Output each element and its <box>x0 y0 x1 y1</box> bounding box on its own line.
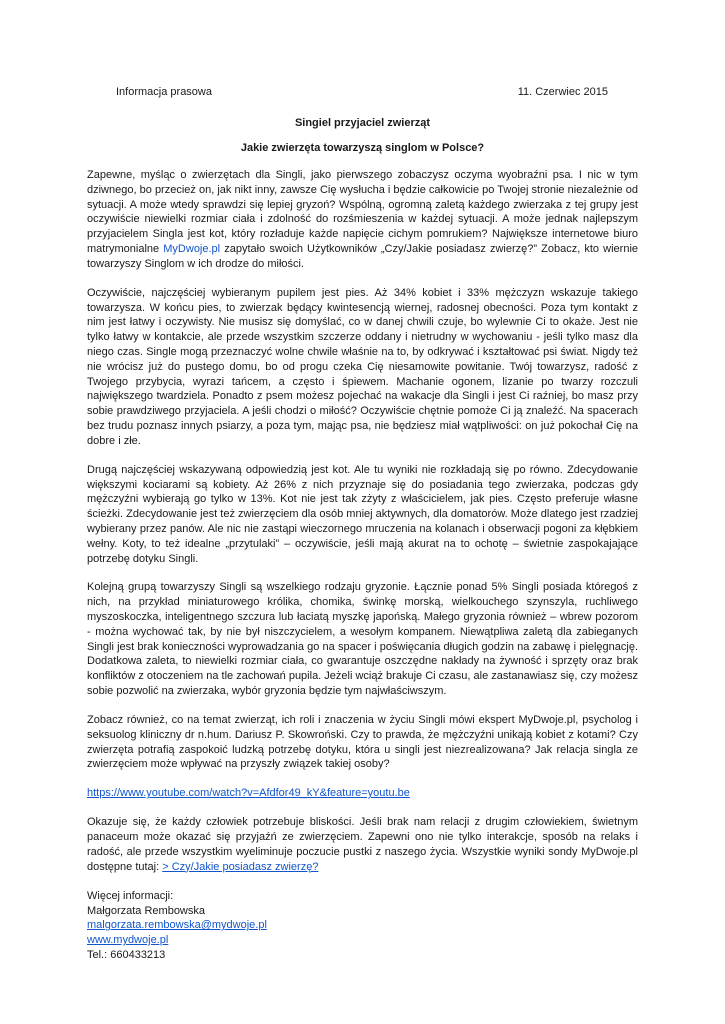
youtube-link-paragraph <box>87 786 638 801</box>
brand-name: MyDwoje.pl <box>163 242 221 255</box>
contact-phone: Tel.: 660433213 <box>87 948 166 961</box>
paragraph-cats: Drugą najczęściej wskazywaną odpowiedzią jest kot. Ale tu wyniki nie rozkładają się po równo. Zdecydowanie większymi kociarami są kobiety. Aż 26% z nich przyznaje się do posiadania tego zwierzaka, podczas gdy mężczyźni wybierają go tylko w 13%. Kot nie jest tak zżyty z właścicielem, jak pies. Często preferuje własne ścieżki. Zdecydowanie jest też zwierzęciem dla osób mniej aktywnych, dla domatorów. Może dlatego jest rzadziej wybierany przez panów. Ale nic nie zastąpi wieczornego mruczenia na kolanach i obserwacji pogoni za kłębkiem wełny. Koty, to też idealne „przytulaki” – oczywiście, jeśli mają akurat na to ochotę – świetnie zaspokajające potrzebę dotyku Singli. <box>87 463 638 565</box>
article-body <box>87 168 638 963</box>
paragraph-summary: Okazuje się, że każdy człowiek potrzebuje bliskości. Jeśli brak nam relacji z drugim człowiekiem, świetnym panaceum może okazać się przyjaźń ze zwierzęciem. Zapewni ono nie tylko interakcje, sposób na relaks i radość, ale przede wszystkim wyeliminuje poczucie pustki z naszego życia. Wszystkie wyniki sondy MyDwoje.pl dostępne tutaj: > Czy/Jakie posiadasz zwierzę? <box>87 816 638 873</box>
paragraph-intro: Zapewne, myśląc o zwierzętach dla Singli, jako pierwszego zobaczysz oczyma wyobraźni psa. I nic w tym dziwnego, bo przecież on, jak nikt inny, zawsze Cię wysłucha i będzie całkowicie po Twojej stronie niezależnie od sytuacji. A może wtedy sprawdzi się lepiej gryzoń? Wspólną, ogromną zaletą każdego zwierzaka z tej grupy jest oczywiście niewielki rozmiar ciała i zdolność do rozśmieszenia w każdej sytuacji. A może jednak najlepszym przyjacielem Singla jest kot, który rozładuje każde napięcie cichym pomrukiem? Największe internetowe biuro matrymonialne MyDwoje.pl zapytało swoich Użytkowników „Czy/Jakie posiadasz zwierzę?” Zobacz, kto wiernie towarzyszy Singlom w ich drodze do miłości. <box>87 169 639 270</box>
contact-heading: Więcej informacji: <box>87 889 174 902</box>
contact-email-link[interactable]: malgorzata.rembowska@mydwoje.pl <box>87 919 267 932</box>
paragraph-expert: Zobacz również, co na temat zwierząt, ich roli i znaczenia w życiu Singli mówi ekspert MyDwoje.pl, psycholog i seksuolog kliniczny dr n.hum. Dariusz P. Skowroński. Czy to prawda, że mężczyźni unikają kobiet z kotami? Czy zwierzęta potrafią zaspokoić ludzką potrzebę dotyku, która u singli jest niezrealizowana? Jak relacja singla ze zwierzęciem może wpływać na przyszły związek takiej osoby? <box>87 714 638 771</box>
survey-results-link[interactable]: > Czy/Jakie posiadasz zwierzę? <box>162 860 319 873</box>
paragraph-rodents: Kolejną grupą towarzyszy Singli są wszelkiego rodzaju gryzonie. Łącznie ponad 5% Singli posiada któregoś z nich, na przykład miniaturowego królika, chomika, świnkę morską, wielkouchego szynszyla, ruchliwego myszoskoczka, inteligentnego szczura lub łaciatą myszkę japońską. Małego gryzonia również – wbrew pozorom - można wychować tak, by nie był niszczycielem, a wesołym kompanem. Niewątpliwa zaletą dla zabieganych Singli jest brak konieczności wyprowadzania go na spacer i poświęcania długich godzin na zabawę i pielęgnację. Dodatkowa zaleta, to niewielki rozmiar ciała, co gwarantuje oszczędne nakłady na żywność i sprzęty oraz brak konfliktów z otoczeniem na tle zachowań pupila. Jeżeli wciąż brakuje Ci czasu, ale zastanawiasz się, czy możesz sobie pozwolić na zwierzaka, wybór gryzonia będzie tym najwłaściwszym. <box>87 581 638 698</box>
contact-info <box>87 889 638 963</box>
document-type-label: Informacja prasowa <box>116 86 212 98</box>
website-link[interactable]: www.mydwoje.pl <box>87 934 169 947</box>
contact-name: Małgorzata Rembowska <box>87 904 205 917</box>
page-subtitle: Jakie zwierzęta towarzyszą singlom w Polsce? <box>240 142 485 154</box>
paragraph-dogs: Oczywiście, najczęściej wybieranym pupilem jest pies. Aż 34% kobiet i 33% mężczyzn wskazuje takiego towarzysza. W końcu pies, to zwierzak będący kwintesencją wiernej, radosnej obecności. Poza tym kontakt z nim jest łatwy i oczywisty. Nie musisz się domyślać, co w danej chwili czuje, bo wylewnie Ci to okaże. Jest nie tylko łatwy w kontakcie, ale przede wszystkim szczerze oddany i nietrudny w wychowaniu - jeśli tylko masz dla niego czas. Single mogą przeznaczyć wolne chwile właśnie na to, by odkrywać i kształtować psi świat. Nigdy też nie wrócisz już do pustego domu, bo od progu czeka Cię niesamowite powitanie. Twój towarzysz, radość z Twojego przybycia, wyrazi tańcem, a często i śpiewem. Machanie ogonem, lizanie po twarzy rozczuli największego twardziela. Ponadto z psem możesz pojechać na wakacje dla Singli i jest Ci raźniej, bo masz przy sobie prawdziwego przyjaciela. A jeśli chodzi o miłość? Oczywiście chętnie pomoże Ci ją znaleźć. Na spacerach bez trudu poznasz innych psiarzy, a poza tym, mając psa, nie będziesz miał wątpliwości: on już pokochał Cię na dobre i złe. <box>87 286 638 447</box>
release-date: 11. Czerwiec 2015 <box>517 86 608 98</box>
page-title: Singiel przyjaciel zwierząt <box>294 117 431 129</box>
header-row <box>116 86 608 98</box>
youtube-link[interactable]: https://www.youtube.com/watch?v=Afdfor49_kY&feature=youtu.be <box>87 787 410 800</box>
